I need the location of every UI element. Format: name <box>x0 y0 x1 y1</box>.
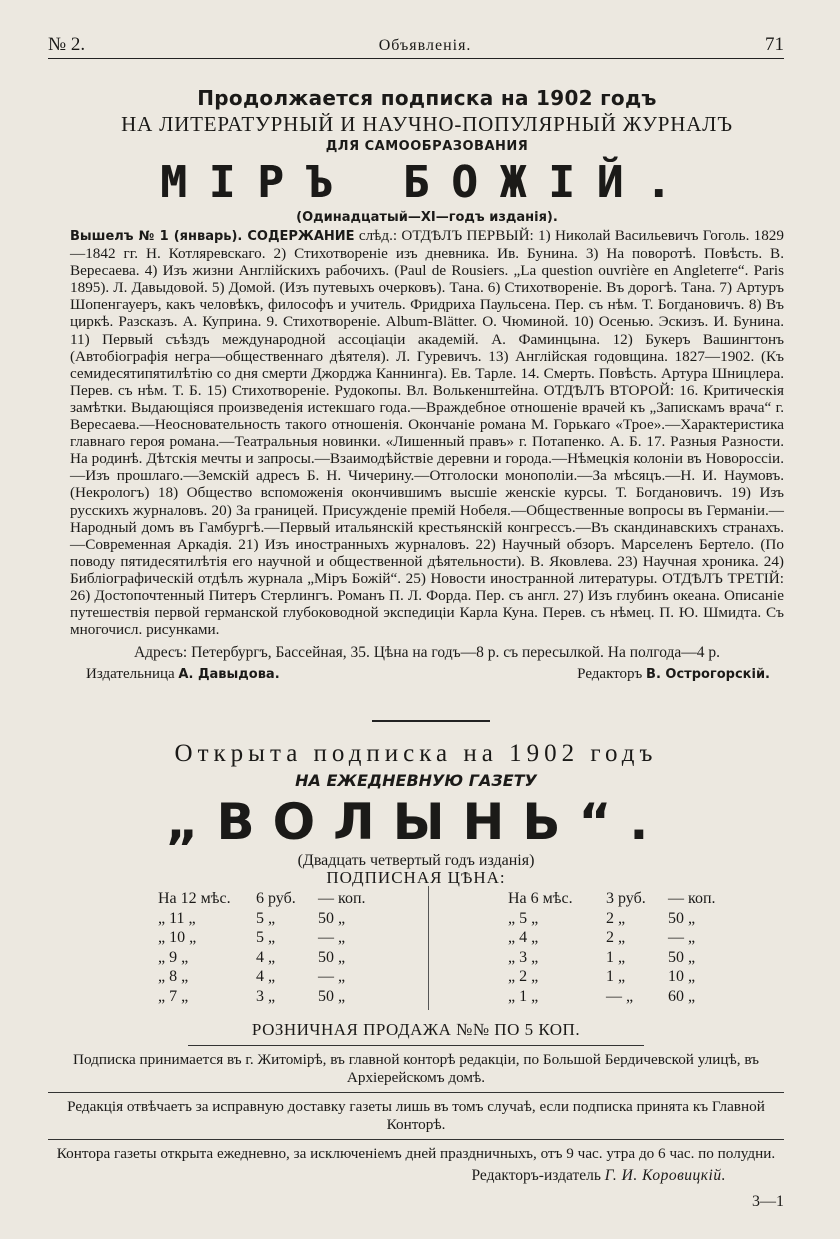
price-row <box>158 910 388 930</box>
volyn-advert <box>48 740 784 1211</box>
price-rubles: 3 „ <box>256 987 276 1005</box>
price-kopecks: — коп. <box>668 890 716 907</box>
magazine-year: (Одинадцатый—XI—годъ изданія). <box>296 210 558 225</box>
price-column-divider <box>428 886 429 1010</box>
price-period: „ 10 „ <box>158 929 197 946</box>
price-kopecks: 50 „ <box>668 909 696 927</box>
price-column-right <box>508 890 738 1007</box>
retail-price: РОЗНИЧНАЯ ПРОДАЖА №№ ПО 5 КОП. <box>251 1020 581 1039</box>
address-line: Адресъ: Петербургъ, Бассейная, 35. Цѣна на годъ—8 р. съ пересылкой. На полгода—4 р. <box>133 644 721 662</box>
office-hours-note: Контора газеты открыта ежедневно, за исключеніемъ дней праздничныхъ, отъ 9 час. утра до 6 час. по полудни. <box>56 1145 776 1162</box>
price-row <box>158 949 388 969</box>
price-row <box>158 929 388 949</box>
volyn-editor-label: Редакторъ-издатель <box>471 1167 601 1184</box>
price-period: „ 7 „ <box>158 987 189 1005</box>
price-period: „ 2 „ <box>508 968 539 985</box>
price-rubles: 4 „ <box>256 948 276 966</box>
price-row <box>508 910 738 930</box>
issue-number: № 2. <box>48 34 86 55</box>
volyn-editor-name: Г. И. Коровицкій. <box>604 1167 726 1184</box>
price-kopecks: — „ <box>668 929 696 946</box>
price-period: „ 3 „ <box>508 948 539 966</box>
volyn-title: „ВОЛЫНЬ“. <box>165 793 667 851</box>
price-row <box>508 890 738 910</box>
price-period: На 6 мѣс. <box>508 890 573 907</box>
price-kopecks: 50 „ <box>668 948 696 966</box>
price-rubles: 2 „ <box>606 909 626 927</box>
header-rule <box>48 58 784 59</box>
volyn-open-heading: Открыта подписка на 1902 годъ <box>174 740 658 767</box>
price-rubles: 4 „ <box>256 968 276 985</box>
price-rubles: 2 „ <box>606 929 626 946</box>
price-kopecks: — коп. <box>318 890 366 907</box>
publisher <box>86 666 280 683</box>
responsibility-note: Редакція отвѣчаетъ за исправную доставку газеты лишь въ томъ случаѣ, если подписка принята къ Главной Конторѣ. <box>67 1098 765 1133</box>
price-row <box>508 988 738 1008</box>
volyn-year: (Двадцать четвертый годъ изданія) <box>297 852 535 869</box>
price-rubles: 1 „ <box>606 948 626 966</box>
price-kopecks: 60 „ <box>668 987 696 1005</box>
price-row <box>508 949 738 969</box>
price-period: „ 5 „ <box>508 909 539 927</box>
publisher-label: Издательница <box>86 666 175 683</box>
price-rubles: 6 руб. <box>256 890 296 907</box>
journal-type: НА ЛИТЕРАТУРНЫЙ И НАУЧНО-ПОПУЛЯРНЫЙ ЖУРНАЛЪ <box>121 112 733 136</box>
price-row <box>508 929 738 949</box>
page-number: 71 <box>765 34 784 55</box>
price-kopecks: 10 „ <box>668 968 696 985</box>
magazine-title: МІРЪ БОЖІЙ. <box>160 157 694 208</box>
subscription-heading: Продолжается подписка на 1902 годъ <box>197 86 657 110</box>
publisher-row <box>70 666 784 683</box>
contents-paragraph <box>70 227 784 638</box>
subscription-note: Подписка принимается въ г. Житомірѣ, въ главной конторѣ редакціи, по Большой Бердичевской улицѣ, въ Архіерейскомъ домѣ. <box>73 1051 759 1086</box>
editor-label: Редакторъ <box>577 666 643 683</box>
journal-purpose: ДЛЯ САМООБРАЗОВАНИЯ <box>325 139 529 154</box>
section-divider <box>372 720 490 722</box>
publisher-name: А. Давыдова. <box>178 667 280 683</box>
ad-code: 3—1 <box>752 1193 784 1210</box>
price-rubles: 5 „ <box>256 909 276 927</box>
rule <box>48 1092 784 1093</box>
price-rubles: 1 „ <box>606 968 626 985</box>
section-title: Объявленія. <box>378 37 472 54</box>
rule <box>188 1045 644 1046</box>
price-column-left <box>158 890 388 1007</box>
price-kopecks: 50 „ <box>318 987 346 1005</box>
mir-bozhiy-advert <box>70 86 784 683</box>
price-period: „ 11 „ <box>158 909 196 927</box>
price-kopecks: 50 „ <box>318 948 346 966</box>
price-kopecks: — „ <box>318 968 346 985</box>
volyn-daily-label: НА ЕЖЕДНЕВНУЮ ГАЗЕТУ <box>295 771 537 790</box>
price-kopecks: 50 „ <box>318 909 346 927</box>
price-rubles: 3 руб. <box>606 890 646 907</box>
price-period: „ 9 „ <box>158 948 189 966</box>
contents-lead: Вышелъ № 1 (январь). СОДЕРЖАНИЕ <box>70 229 355 244</box>
volyn-editor <box>48 1167 784 1185</box>
price-row <box>508 968 738 988</box>
price-period: На 12 мѣс. <box>158 890 231 907</box>
price-rubles: — „ <box>606 987 634 1005</box>
price-header: ПОДПИСНАЯ ЦѢНА: <box>326 868 506 887</box>
rule <box>48 1139 784 1140</box>
price-rubles: 5 „ <box>256 929 276 946</box>
price-period: „ 8 „ <box>158 968 189 985</box>
price-period: „ 1 „ <box>508 987 539 1005</box>
price-row <box>158 890 388 910</box>
price-period: „ 4 „ <box>508 929 539 946</box>
price-row <box>158 968 388 988</box>
editor-name: В. Острогорскій. <box>646 667 770 683</box>
price-kopecks: — „ <box>318 929 346 946</box>
page-header <box>48 34 784 56</box>
price-row <box>158 988 388 1008</box>
editor <box>577 666 770 683</box>
price-table <box>48 890 784 1010</box>
contents-text: слѣд.: ОТДѢЛЪ ПЕРВЫЙ: 1) Николай Васильевичъ Гоголь. 1829—1842 гг. Н. Котляревскаго. 2) Стихотвореніе изъ дневника. Ив. Бунина. 3) На поворотѣ. Повѣсть. В. Вересаева. 4) Изъ жизни Англійскихъ рабочихъ. (Paul de Rousiers. „La question ouvrière en Angleterre“. Paris 1895). Л. Давыдовой. 5) Домой. (Изъ путевыхъ очерковъ). Тана. 6) Стихотвореніе. Въ дорогѣ. Тана. 7) Артуръ Шопенгауеръ, какъ человѣкъ, философъ и учитель. Фридриха Паульсена. Пер. съ нѣм. Т. Богдановичъ. 8) Въ циркѣ. Разсказъ. А. Куприна. 9. Стихотвореніе. Album-Blätter. О. Чюминой. 10) Осенью. Эскизъ. И. Бунина. 11) Первый съѣздъ международной ассоціаціи академій. А. Фаминцына. 12) Букеръ Вашингтонъ (Автобіографія негра—общественнаго дѣятеля). Л. Гуревичъ. 13) Англійская годовщина. 1827—1902. (Къ семидесятипятилѣтію со дня смерти Джорджа Каннинга). Ев. Тарле. 14. Смерть. Повѣсть. Артура Шницлера. Перев. съ нѣм. Т. Б. 15) Стихотвореніе. Рудокопы. Вл. Волькенштейна. ОТДѢЛЪ ВТОРОЙ: 16. Критическія замѣтки. Выдающіяся произведенія истекшаго года.—Враждебное отношеніе врачей къ „Запискамъ врача“ г. Вересаева.—Неосновательность такого отношенія. Окончаніе романа М. Горькаго «Трое».—Характеристика главнаго героя романа.—Театральныя новинки. «Лишенный правъ» г. Потапенко. А. Б. 17. Разныя Разности. На родинѣ. Дѣтскія мечты и запросы.—Взаимодѣйствіе деревни и города.—Нѣмецкія колоніи въ Новороссіи.—Изъ прошлаго.—Земскій адресъ Б. Н. Чичерину.—Отголоски монополіи.—За мѣсяцъ.—Н. И. Наумовъ. (Некрологъ) 18) Общество вспоможенія окончившимъ высшіе женскіе курсы. Т. Богдановичъ. 19) Изъ русскихъ журналовъ. 20) За границей. Присужденіе премій Нобеля.—Общественные вопросы въ Германіи.—Народный домъ въ Гамбургѣ.—Первый итальянскій крестьянскій конгрессъ.—Въ скандинавскихъ странахъ.—Современная Аркадія. 21) Изъ иностранныхъ журналовъ. 22) Научный обзоръ. Марселенъ Бертело. (По поводу пятидесятилѣтія его научной и общественной дѣятельности). В. Яковлева. 23) Научная хроника. 24) Библіографическій отдѣлъ журнала „Міръ Божій“. 25) Новости иностранной литературы. ОТДѢЛЪ ТРЕТІЙ: 26) Достопочтенный Питеръ Стерлингъ. Романъ П. Л. Форда. Пер. съ англ. 27) Изъ глубинъ океана. Описаніе путешествія первой германской глубоководной экспедиціи Карла Куна. Перев. съ нѣмец. П. Ю. Шмидта. Съ многочисл. рисунками. <box>70 227 784 639</box>
